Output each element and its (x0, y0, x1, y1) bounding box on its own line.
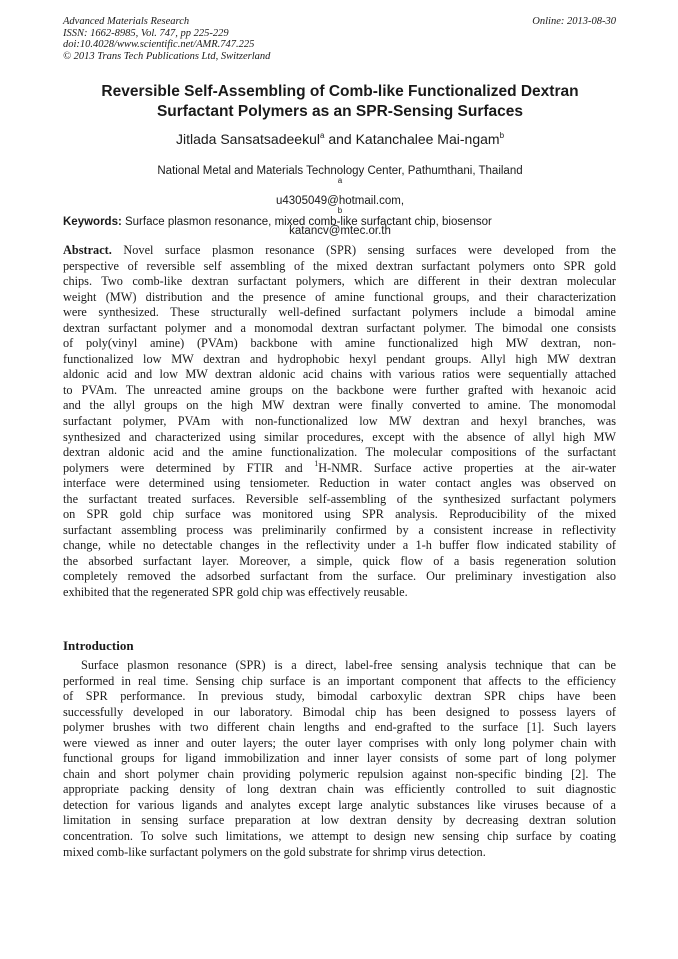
doi-line: doi:10.4028/www.scientific.net/AMR.747.225 (63, 39, 255, 51)
keywords-line (63, 215, 623, 230)
journal-header (63, 16, 616, 62)
nmr-superscript: 1 (314, 458, 319, 468)
intro-line: of SPR performance. In previous study, bimodal carboxylic dextran SPR chips have been (63, 689, 616, 704)
abstract-line: change, while no detectable changes in the reflectivity under a 1-h buffer flow indicated stability of (63, 538, 616, 553)
author-2-marker: b (499, 131, 505, 140)
abstract-line: on SPR gold chip surface was monitored using SPR analysis. Reproducibility of the mixed (63, 507, 616, 522)
abstract-line: the surfactant treated surfaces. Reversible self-assembling of the synthesized surfactant polymers (63, 491, 616, 506)
abstract-line: polymers were determined by FTIR and $^1$H-NMR. Surface active properties at the air-water (63, 458, 616, 475)
abstract-line: aldonic acid and low MW dextran aldonic acid chains with various ratios were sequentially attached (63, 367, 616, 382)
intro-line: successfully developed in our laboratory. Bimodal chip has been designed to possess layers of (63, 704, 616, 719)
abstract-line: completely removed the adsorbed surfactant from the surface. Our preliminary investigation also (63, 569, 616, 584)
abstract-line: dextran aldonic acid and the amine functionalization. The molecular compositions of the surfactant (63, 445, 616, 460)
intro-line: concentration. To solve such limitations, we attempt to design new sensing chip surface by coating (63, 829, 616, 844)
online-date: Online: 2013-08-30 (532, 16, 616, 27)
intro-line: limitation in sensing surface preparation at low dextran density by decreasing dextran solution (63, 813, 616, 828)
intro-line: polymer brushes with two different chain lengths and end-grafted to the surface [1]. Such layers (63, 720, 616, 735)
title-line-2: Surfactant Polymers as an SPR-Sensing Surfaces (156, 103, 524, 120)
author-connector: and (324, 131, 356, 147)
abstract-line: dextran surfactant polymer and a monomodal dextran surfactant polymer. The bimodal one consists (63, 320, 616, 335)
author-2: Katanchalee Mai-ngam (355, 131, 500, 147)
introduction-section (63, 658, 616, 860)
abstract-line: interface were determined using tensiometer. Reduction in water contact angles was observed on (63, 476, 616, 491)
abstract-line: and the allyl groups on the high MW dextran were finally converted to amine. The monomodal (63, 398, 616, 413)
abstract-line: functionalized low MW dextran and hydrophobic hexyl pendant groups. Allyl high MW dextran (63, 351, 616, 366)
intro-line: appropriate packing density of long dextran chain was efficiently controlled to suit diagnostic (63, 782, 616, 797)
email-1: u4305049@hotmail.com, (275, 195, 405, 207)
keywords-label: Keywords: (63, 216, 122, 228)
abstract-line: were synthesized. These structurally well-defined surfactant polymers include a bimodal amine (63, 305, 616, 320)
abstract-line: perspective of reversible self assembling of the mixed dextran surfactant polymers onto SPR gold (63, 258, 616, 273)
email-2-marker: b (337, 206, 343, 215)
abstract-line: chips. Two comb-like dextran surfactant polymers, which are different in their dextran molecular (63, 274, 616, 289)
intro-line: performed in real time. Sensing chip surface is an important component that affects to the efficiency (63, 673, 616, 688)
abstract-line: to PVAm. The unreacted amine groups on the backbone were further grafted with hexanoic acid (63, 382, 616, 397)
section-heading-introduction: Introduction (63, 638, 134, 653)
abstract-line: weight (MW) distribution and the presence of amine functional groups, and their characterization (63, 289, 616, 304)
abstract-line: of poly(vinyl amine) (PVAm) backbone with amine functionalized high MW dextran, non- (63, 336, 616, 351)
abstract-line: exhibited that the regenerated SPR gold chip was effectively reusable. (63, 585, 408, 600)
author-1: Jitlada Sansatsadeekul (175, 131, 320, 147)
intro-line: chain and short polymer chain providing polymeric repulsion against non-specific binding [2]. The (63, 766, 616, 781)
intro-line: Surface plasmon resonance (SPR) is a direct, label-free sensing analysis technique that can be (81, 658, 616, 672)
abstract-line: the absorbed surfactant layer. Moreover, a simple, quick flow of a basis regeneration solution (63, 553, 616, 568)
abstract-line: surfactant assembling process was preliminarily confirmed by a consistent increase in reflectivity (63, 522, 616, 537)
institution: National Metal and Materials Technology Center, Pathumthani, Thailand (157, 165, 523, 177)
intro-line: detection for various ligands and analytes except large analytic substances like viruses because of a (63, 797, 616, 812)
author-list (60, 130, 620, 148)
email-2: katancv@mtec.or.th (289, 225, 391, 237)
paper-title (60, 82, 620, 122)
abstract-label: Abstract. (63, 243, 112, 257)
keywords-text: Surface plasmon resonance, mixed comb-like surfactant chip, biosensor (121, 216, 492, 228)
title-line-1: Reversible Self-Assembling of Comb-like Functionalized Dextran (101, 83, 579, 100)
abstract-section (63, 243, 616, 601)
author-1-marker: a (319, 131, 325, 140)
intro-line: were viewed as inner and outer layers; the outer layer comprises with only long polymer chain with (63, 735, 616, 750)
email-line (60, 176, 620, 239)
abstract-line: Abstract. Novel surface plasmon resonance (SPR) sensing surfaces were developed from the (63, 243, 616, 257)
email-1-marker: a (337, 176, 343, 185)
intro-line: functional groups for ligand immobilization and inner layer consists of some part of long polymer (63, 751, 616, 766)
copyright-line: © 2013 Trans Tech Publications Ltd, Switzerland (63, 50, 271, 62)
abstract-line: synthesized and characterized using similar procedures, except with the absence of allyl high MW (63, 429, 616, 444)
intro-line: mixed comb-like surfactant polymers on the gold substrate for shrimp virus detection. (63, 844, 486, 859)
issn-line: ISSN: 1662-8985, Vol. 747, pp 225-229 (63, 27, 229, 39)
abstract-line: surfactant polymer, PVAm with non-functionalized low MW dextran and hexyl branches, was (63, 414, 616, 429)
journal-name: Advanced Materials Research (63, 16, 190, 27)
